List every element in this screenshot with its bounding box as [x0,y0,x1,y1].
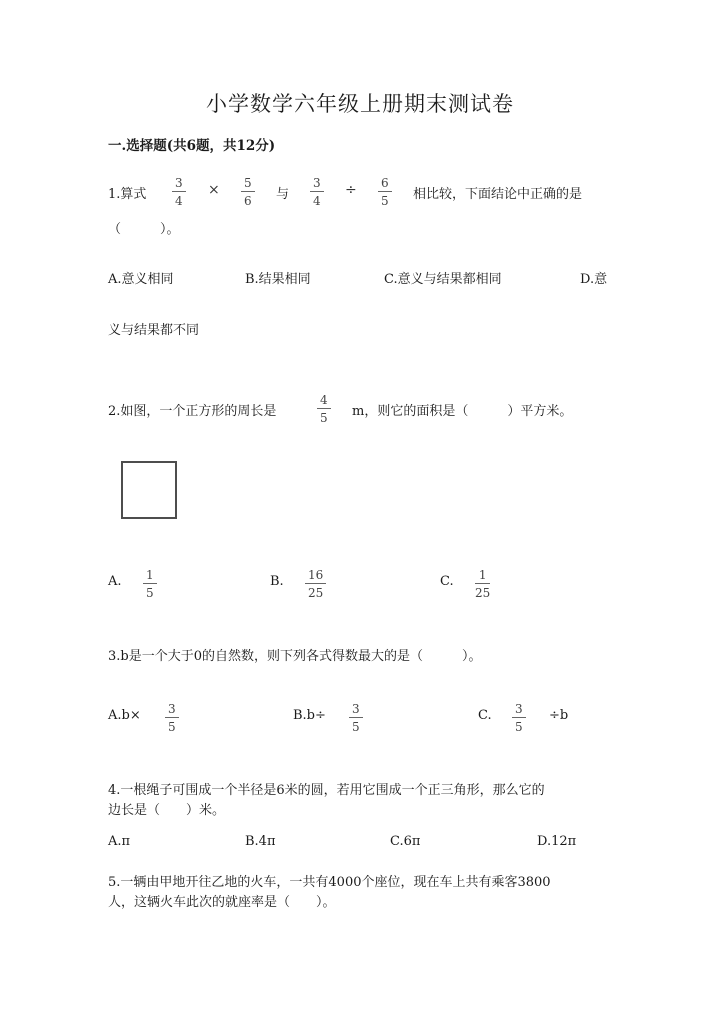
option-label: C. [478,708,492,723]
numerator: 16 [308,568,324,582]
numerator: 1 [146,568,154,582]
q3-text: 3.b是一个大于0的自然数，则下列各式得数最大的是（ ）。 [108,649,482,664]
option-fraction [143,569,157,599]
q1-fraction-3 [310,177,324,207]
q1-option-d-continued: 义与结果都不同 [108,323,200,338]
option-label: B.b÷ [293,708,326,723]
denominator: 4 [175,194,183,208]
denominator: 25 [308,586,324,600]
numerator: 3 [352,702,360,716]
option-tail: ÷b [549,708,569,723]
q1-option-d[interactable]: D.意 [580,272,608,287]
q4-line-2: 边长是（ ）米。 [108,803,226,818]
q1-option-b[interactable]: B.结果相同 [245,272,311,287]
q1-prefix: 1.算式 [108,187,147,202]
denominator: 25 [475,586,491,600]
q1-suffix: 相比较，下面结论中正确的是 [413,187,583,202]
option-label: A.b× [108,708,141,723]
q1-fraction-4 [378,177,392,207]
numerator: 3 [515,702,523,716]
numerator: 4 [320,393,328,407]
section-heading: 一.选择题(共6题，共12分) [108,138,276,154]
q1-answer-blank: （ ）。 [108,222,180,237]
denominator: 5 [168,720,176,734]
q1-divide-sign: ÷ [345,182,357,198]
q2-fraction [317,394,331,424]
numerator: 3 [168,702,176,716]
q4-option-c[interactable]: C.6π [390,834,421,849]
q4-option-d[interactable]: D.12π [537,834,577,849]
numerator: 3 [313,176,321,190]
denominator: 5 [381,194,389,208]
option-fraction [512,703,526,733]
q1-option-a[interactable]: A.意义相同 [108,272,174,287]
option-fraction [349,703,363,733]
denominator: 5 [515,720,523,734]
q2-prefix: 2.如图，一个正方形的周长是 [108,404,277,419]
denominator: 4 [313,194,321,208]
q1-multiply-sign: × [208,182,220,198]
numerator: 6 [381,176,389,190]
option-label: B. [270,574,284,589]
denominator: 5 [146,586,154,600]
option-fraction [165,703,179,733]
numerator: 1 [478,568,487,582]
square-figure [121,461,177,519]
denominator: 6 [244,194,252,208]
numerator: 3 [175,176,183,190]
denominator: 5 [320,411,328,425]
q2-suffix: m，则它的面积是（ ）平方米。 [352,404,573,419]
q5-line-1: 5.一辆由甲地开往乙地的火车，一共有4000个座位，现在车上共有乘客3800 [108,875,551,890]
q5-line-2: 人，这辆火车此次的就座率是（ ）。 [108,895,336,910]
option-label: A. [108,574,122,589]
q1-connector: 与 [276,187,290,202]
q1-fraction-1 [172,177,186,207]
denominator: 5 [352,720,360,734]
option-fraction [475,569,490,599]
q4-option-a[interactable]: A.π [108,834,131,849]
page-title: 小学数学六年级上册期末测试卷 [206,92,514,116]
q4-option-b[interactable]: B.4π [245,834,276,849]
q1-option-c[interactable]: C.意义与结果都相同 [384,272,502,287]
option-label: C. [440,574,454,589]
q1-fraction-2 [241,177,255,207]
option-fraction [305,569,326,599]
q4-line-1: 4.一根绳子可围成一个半径是6米的圆，若用它围成一个正三角形，那么它的 [108,783,545,798]
numerator: 5 [244,176,252,190]
